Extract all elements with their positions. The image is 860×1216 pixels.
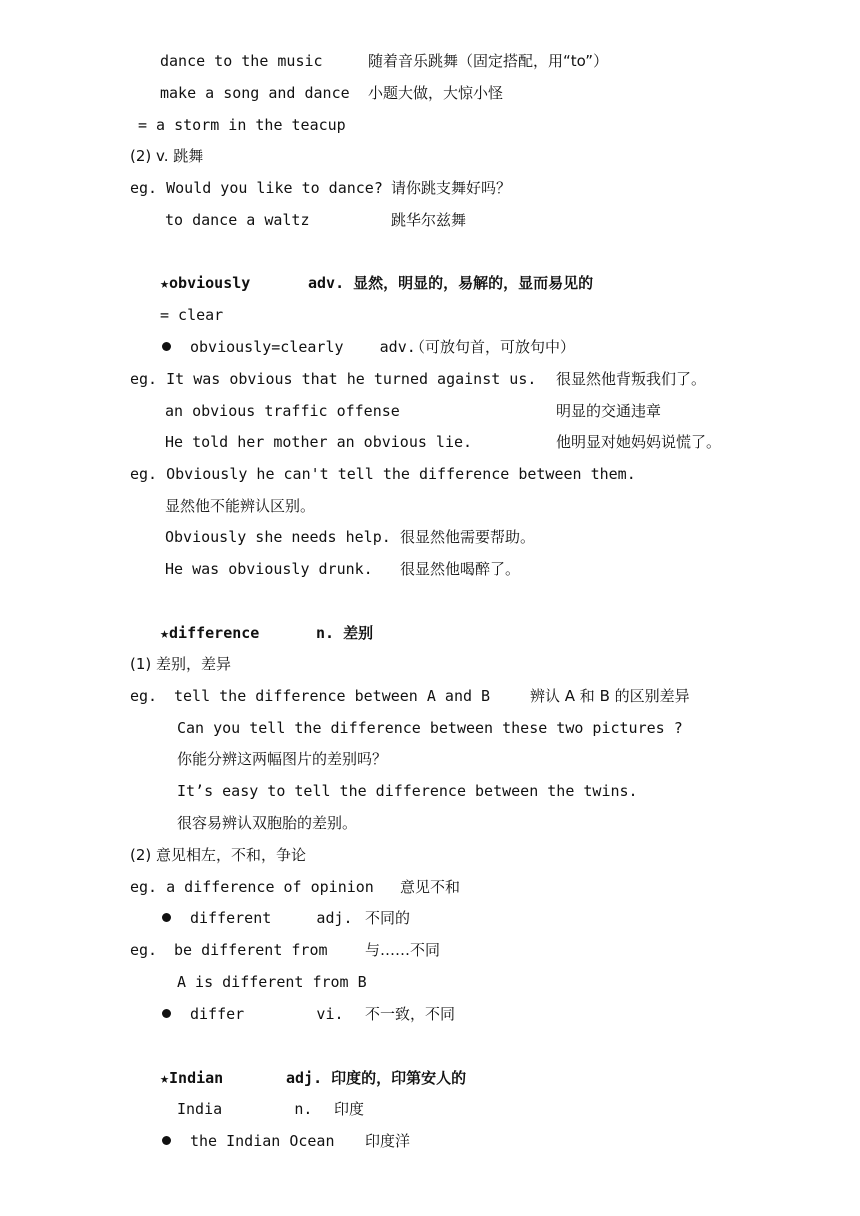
bullet-icon [162, 342, 171, 351]
related-word-cn: 印度 [334, 1100, 365, 1118]
bullet-icon [162, 1136, 171, 1145]
sense-heading: (2) v. 跳舞 [130, 147, 204, 165]
phrase-en: dance to the music [160, 52, 323, 70]
example-en: Obviously she needs help. [165, 528, 391, 546]
example-en: eg. It was obvious that he turned against us. [130, 370, 537, 388]
example-en: eg. Would you like to dance? [130, 179, 383, 197]
entry-headword: ★difference [160, 624, 260, 642]
example-cn: 跳华尔兹舞 [391, 211, 467, 229]
example-cn: 你能分辨这两幅图片的差别吗？ [177, 750, 388, 768]
example-en: to dance a waltz [165, 211, 310, 229]
example-en: eg. a difference of opinion [130, 878, 374, 896]
sense-heading: (2) 意见相左，不和，争论 [130, 846, 307, 864]
example-cn: 请你跳支舞好吗？ [391, 179, 512, 197]
phrase-cn: 随着音乐跳舞（固定搭配，用“to”） [368, 52, 609, 70]
example-cn: 意见不和 [400, 878, 461, 896]
example-cn: 明显的交通违章 [556, 402, 662, 420]
example-cn: 很显然他需要帮助。 [400, 528, 536, 546]
example-cn: 很容易辨认双胞胎的差别。 [177, 814, 358, 832]
example-cn: 很显然他喝醉了。 [400, 560, 521, 578]
example-en: tell the difference between A and B [174, 687, 491, 705]
bullet-cn: （可放句首，可放句中） [410, 338, 576, 356]
phrase-en: make a song and dance [160, 84, 350, 102]
example-en: He told her mother an obvious lie. [165, 433, 473, 451]
eg-prefix: eg. [130, 941, 158, 959]
example-en: It’s easy to tell the difference between the twins. [177, 782, 638, 800]
sense-heading: (1) 差别，差异 [130, 655, 232, 673]
example-en: be different from [174, 941, 328, 959]
entry-definition: adj. 印度的，印第安人的 [286, 1069, 467, 1087]
bullet-en: differ vi. [190, 1005, 344, 1023]
example-cn: 与……不同 [365, 941, 441, 959]
bullet-en: the Indian Ocean [190, 1132, 335, 1150]
entry-definition: n. 差别 [316, 624, 374, 642]
bullet-cn: 印度洋 [365, 1132, 411, 1150]
phrase-cn: 小题大做，大惊小怪 [368, 84, 504, 102]
related-word-en: India n. [177, 1100, 313, 1118]
bullet-cn: 不同的 [365, 909, 411, 927]
example-cn: 很显然他背叛我们了。 [556, 370, 707, 388]
example-en: Can you tell the difference between these two pictures ? [177, 719, 683, 737]
synonym-line: = clear [160, 306, 224, 324]
example-en: He was obviously drunk. [165, 560, 373, 578]
example-en: an obvious traffic offense [165, 402, 400, 420]
example-cn: 他明显对她妈妈说慌了。 [556, 433, 722, 451]
bullet-en: different adj. [190, 909, 353, 927]
eg-prefix: eg. [130, 687, 158, 705]
example-en: A is different from B [177, 973, 367, 991]
example-en: eg. Obviously he can't tell the difference between them. [130, 465, 636, 483]
bullet-icon [162, 913, 171, 922]
bullet-en: obviously=clearly adv. [190, 338, 416, 356]
synonym-line: = a storm in the teacup [138, 116, 346, 134]
example-cn: 辨认 A 和 B 的区别差异 [530, 687, 690, 705]
entry-definition: adv. 显然，明显的，易解的，显而易见的 [308, 274, 594, 292]
entry-headword: ★Indian [160, 1069, 224, 1087]
example-cn: 显然他不能辨认区别。 [165, 497, 316, 515]
entry-headword: ★obviously [160, 274, 251, 292]
bullet-icon [162, 1009, 171, 1018]
bullet-cn: 不一致，不同 [365, 1005, 456, 1023]
